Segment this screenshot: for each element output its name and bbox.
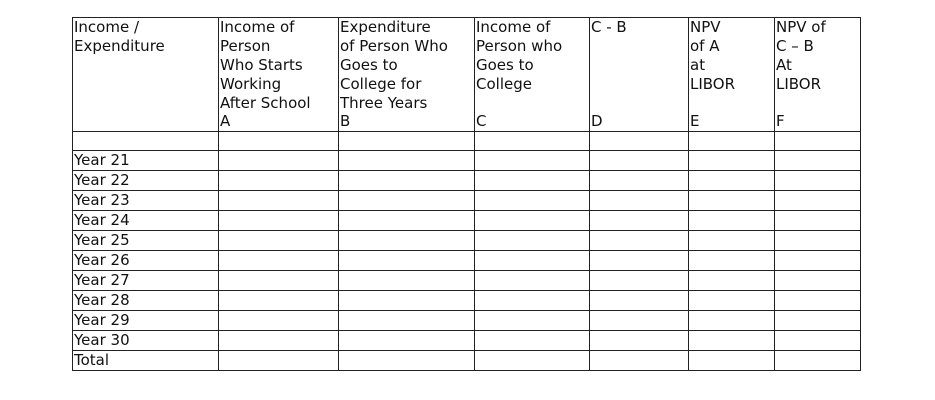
table-cell: [475, 191, 590, 211]
row-label: Year 27: [73, 271, 219, 291]
column-header-d: [590, 18, 689, 132]
column-header-letter: B: [340, 112, 351, 130]
table-cell: [590, 151, 689, 171]
table-row: [73, 231, 861, 251]
table-cell: [689, 331, 775, 351]
table-cell: [775, 132, 861, 151]
row-label: Year 29: [73, 311, 219, 331]
table-cell: [339, 311, 475, 331]
column-header-letter: C: [476, 112, 487, 130]
blank-row: [73, 132, 861, 151]
table-cell: [590, 191, 689, 211]
table-cell: [339, 251, 475, 271]
table-cell: [775, 251, 861, 271]
row-label: Year 28: [73, 291, 219, 311]
table-row: [73, 191, 861, 211]
table-cell: [475, 271, 590, 291]
table-cell: [689, 271, 775, 291]
column-header-a: [219, 18, 339, 132]
table-cell: [689, 231, 775, 251]
table-cell: [219, 311, 339, 331]
row-label: Year 21: [73, 151, 219, 171]
column-header-e: [689, 18, 775, 132]
row-label: Year 22: [73, 171, 219, 191]
table-cell: [475, 171, 590, 191]
table-cell: [590, 211, 689, 231]
table-cell: [339, 231, 475, 251]
row-label: Year 23: [73, 191, 219, 211]
column-header-letter: A: [220, 112, 231, 130]
column-header-letter: F: [776, 112, 785, 130]
column-header-title: Expenditure of Person Who Goes to College for Three Years: [340, 18, 448, 112]
table-cell: [590, 171, 689, 191]
table-row: [73, 331, 861, 351]
table-cell: [475, 231, 590, 251]
table-cell: [339, 271, 475, 291]
table-cell: [219, 211, 339, 231]
income-expenditure-table: [72, 17, 861, 371]
row-label: Year 30: [73, 331, 219, 351]
row-label: Year 24: [73, 211, 219, 231]
row-label: Total: [73, 351, 219, 371]
table-cell: [339, 132, 475, 151]
table-cell: [590, 271, 689, 291]
table-cell: [775, 211, 861, 231]
table-cell: [689, 191, 775, 211]
table-cell: [219, 151, 339, 171]
table-cell: [219, 351, 339, 371]
table-cell: [590, 251, 689, 271]
column-header-title: Income of Person who Goes to College: [476, 18, 563, 93]
table-cell: [590, 132, 689, 151]
table-cell: [775, 171, 861, 191]
table-cell: [775, 271, 861, 291]
row-label: Year 26: [73, 251, 219, 271]
table-cell: [73, 132, 219, 151]
table-cell: [775, 231, 861, 251]
table-row: [73, 171, 861, 191]
table-cell: [775, 311, 861, 331]
table-cell: [590, 291, 689, 311]
table-body: [73, 132, 861, 371]
table-cell: [689, 251, 775, 271]
header-row: [73, 18, 861, 132]
table-row: [73, 311, 861, 331]
table-cell: [590, 311, 689, 331]
row-label: Year 25: [73, 231, 219, 251]
table-cell: [590, 351, 689, 371]
table-cell: [475, 211, 590, 231]
table-cell: [475, 311, 590, 331]
table-cell: [775, 351, 861, 371]
table-cell: [219, 171, 339, 191]
table-cell: [775, 331, 861, 351]
table-cell: [689, 171, 775, 191]
column-header-title: NPV of A at LIBOR: [690, 18, 736, 93]
table-cell: [689, 351, 775, 371]
column-header-letter: E: [690, 112, 700, 130]
table-cell: [339, 191, 475, 211]
column-header-title: Income / Expenditure: [74, 18, 165, 55]
table-cell: [219, 331, 339, 351]
table-cell: [689, 151, 775, 171]
table-cell: [689, 291, 775, 311]
table-cell: [590, 331, 689, 351]
table-cell: [475, 291, 590, 311]
table-cell: [689, 311, 775, 331]
table-cell: [775, 291, 861, 311]
table-cell: [475, 151, 590, 171]
table-row: [73, 291, 861, 311]
table-cell: [590, 231, 689, 251]
column-header-f: [775, 18, 861, 132]
table-cell: [339, 151, 475, 171]
table-row: [73, 351, 861, 371]
table-cell: [219, 191, 339, 211]
table-row: [73, 271, 861, 291]
table-cell: [475, 331, 590, 351]
column-header-c: [475, 18, 590, 132]
table-cell: [689, 211, 775, 231]
table-cell: [339, 211, 475, 231]
table-cell: [475, 251, 590, 271]
column-header-title: Income of Person Who Starts Working After School: [220, 18, 311, 112]
table-cell: [339, 331, 475, 351]
table-cell: [475, 351, 590, 371]
column-header-letter: D: [591, 112, 603, 130]
table-cell: [219, 291, 339, 311]
table-cell: [689, 132, 775, 151]
table-cell: [475, 132, 590, 151]
column-header-title: C - B: [591, 18, 627, 36]
table-row: [73, 211, 861, 231]
table-cell: [219, 271, 339, 291]
table-row: [73, 251, 861, 271]
table-cell: [219, 231, 339, 251]
column-header-title: NPV of C – B At LIBOR: [776, 18, 826, 93]
column-header-income-expenditure: [73, 18, 219, 132]
table-cell: [219, 251, 339, 271]
table-cell: [775, 191, 861, 211]
table-cell: [339, 291, 475, 311]
table-cell: [339, 351, 475, 371]
table-row: [73, 151, 861, 171]
table-cell: [339, 171, 475, 191]
table-cell: [219, 132, 339, 151]
table-cell: [775, 151, 861, 171]
column-header-b: [339, 18, 475, 132]
